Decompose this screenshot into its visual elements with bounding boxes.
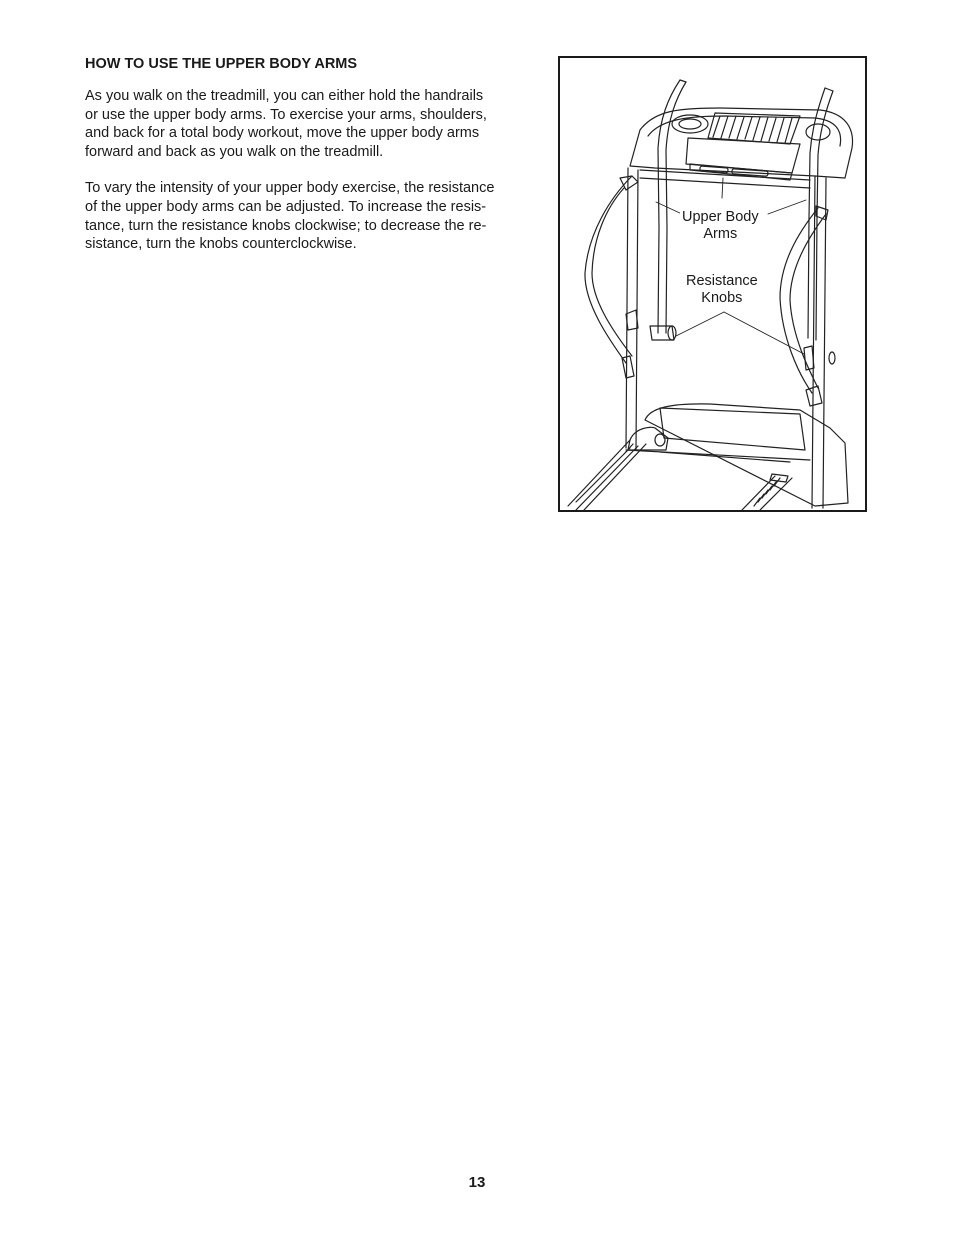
section-heading: HOW TO USE THE UPPER BODY ARMS <box>85 56 358 72</box>
leader-line-arms-up <box>722 178 723 198</box>
upright-post-right <box>812 176 826 508</box>
callout-upper-body-arms <box>680 209 761 243</box>
callout-line: Upper Body <box>682 209 759 225</box>
paragraph-resistance <box>85 179 530 253</box>
paragraph-line: To vary the intensity of your upper body exercise, the resistance <box>85 180 495 197</box>
upright-post-left <box>626 168 638 450</box>
upper-body-arm-left <box>658 80 686 333</box>
console-cup-right <box>806 124 830 140</box>
motor-hood <box>645 404 848 506</box>
leader-line-knob-left <box>676 312 724 336</box>
paragraph-line: tance, turn the resistance knobs clockwise; to decrease the re- <box>85 217 487 234</box>
callout-line: Resistance <box>686 273 758 289</box>
text-column <box>85 55 530 272</box>
paragraph-handrails <box>85 87 530 161</box>
paragraph-line: and back for a total body workout, move the upper body arms <box>85 125 480 142</box>
paragraph-line: forward and back as you walk on the treadmill. <box>85 143 384 160</box>
paragraph-line: of the upper body arms can be adjusted. To increase the resis- <box>85 198 487 215</box>
deck-front <box>628 427 668 450</box>
leader-line-arms-right <box>768 200 806 214</box>
callout-line: Arms <box>703 226 738 242</box>
side-rail-right <box>742 474 792 510</box>
paragraph-line: sistance, turn the knobs counterclockwise. <box>85 236 357 253</box>
handrail-right <box>780 208 826 393</box>
console-display-panel <box>686 138 800 173</box>
paragraph-line: or use the upper body arms. To exercise your arms, shoulders, <box>85 106 487 123</box>
resistance-knob-left <box>626 310 676 340</box>
page-number: 13 <box>468 1174 486 1191</box>
callout-line: Knobs <box>701 290 743 306</box>
resistance-knob-right <box>804 346 835 370</box>
callout-resistance-knobs <box>684 273 760 307</box>
treadmill-illustration-frame <box>558 56 867 512</box>
paragraph-line: As you walk on the treadmill, you can either hold the handrails <box>85 88 484 104</box>
handrail-left <box>585 176 632 363</box>
side-rail-left <box>568 440 646 510</box>
leader-line-arms-left <box>656 202 682 214</box>
